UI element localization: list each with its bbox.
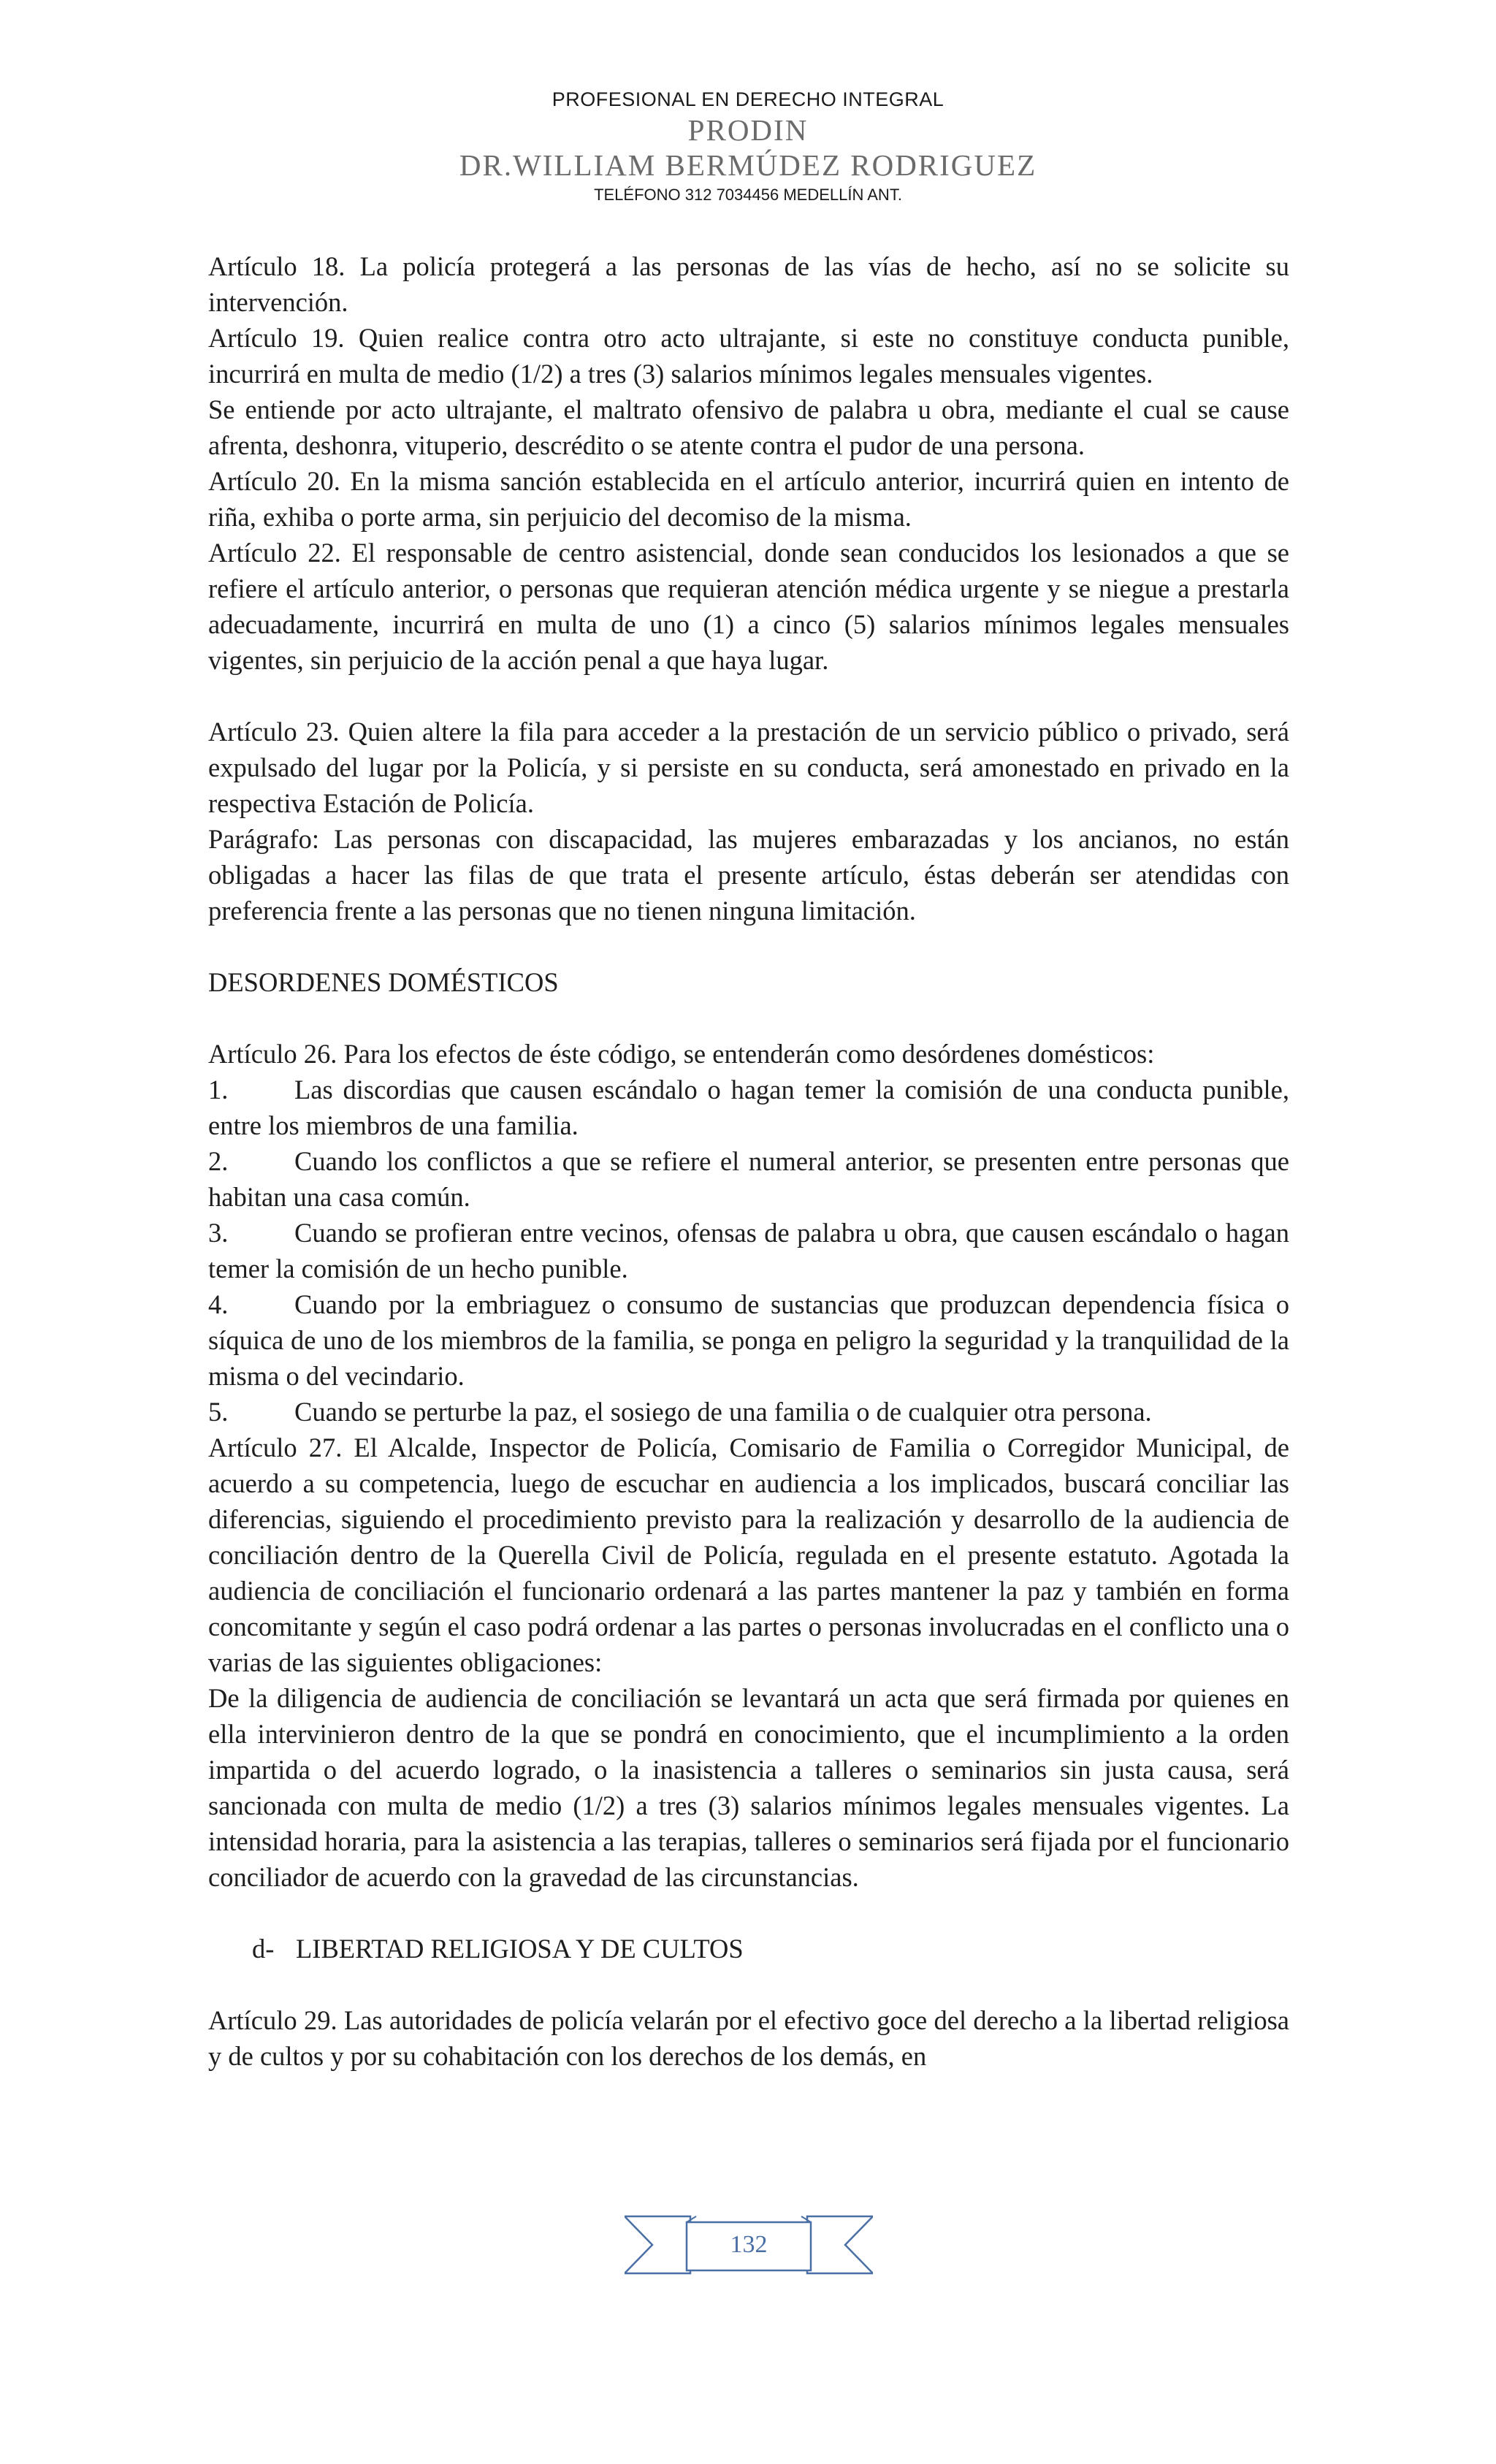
letterhead-name: DR.WILLIAM BERMÚDEZ RODRIGUEZ	[459, 148, 1037, 182]
paragraph-gap	[208, 1000, 1289, 1036]
list-item-text: Cuando se perturbe la paz, el sosiego de una familia o de cualquier otra persona.	[294, 1397, 1152, 1427]
list-item-text: Cuando los conflictos a que se refiere el numeral anterior, se presenten entre personas que habitan una casa común.	[208, 1146, 1289, 1212]
letterhead	[0, 86, 1496, 207]
article-29: Artículo 29. Las autoridades de policía velarán por el efectivo goce del derecho a la libertad religiosa y de cultos y por su cohabitación con los derechos de los demás, en	[208, 2005, 1289, 2071]
list-item	[208, 1215, 1289, 1286]
article-19-definition: Se entiende por acto ultrajante, el maltrato ofensivo de palabra u obra, mediante el cual se cause afrenta, deshonra, vituperio, descrédito o se atente contra el pudor de una persona.	[208, 394, 1289, 460]
letterhead-acronym: PRODIN	[687, 113, 809, 147]
paragraph-gap	[208, 1967, 1289, 2002]
list-item	[208, 1072, 1289, 1143]
list-item-text: Cuando se profieran entre vecinos, ofensas de palabra u obra, que causen escándalo o hagan temer la comisión de un hecho punible.	[208, 1218, 1289, 1284]
section-heading-domestic: DESORDENES DOMÉSTICOS	[208, 967, 559, 997]
article-27: Artículo 27. El Alcalde, Inspector de Policía, Comisario de Familia o Corregidor Municipal, de acuerdo a su competencia, luego de escuchar en audiencia a los implicados, buscará conciliar las diferencias, siguiendo el procedimiento previsto para la realización y desarrollo de la audiencia de conciliación dentro de la Querella Civil de Policía, regulada en el presente estatuto. Agotada la audiencia de conciliación el funcionario ordenará a las partes mantener la paz y también en forma concomitante y según el caso podrá ordenar a las partes o personas involucradas en el conflicto una o varias de las siguientes obligaciones:	[208, 1433, 1289, 1677]
paragraph-gap	[208, 928, 1289, 964]
article-23-paragraph: Parágrafo: Las personas con discapacidad, las mujeres embarazadas y los ancianos, no están obligadas a hacer las filas de que trata el presente artículo, éstas deberán ser atendidas con preferencia frente a las personas que no tienen ninguna limitación.	[208, 824, 1289, 926]
list-item-number: 1.	[208, 1075, 229, 1105]
list-item-text: Las discordias que causen escándalo o hagan temer la comisión de una conducta punible, entre los miembros de una familia.	[208, 1075, 1289, 1140]
page-footer	[0, 2212, 1496, 2278]
list-item	[208, 1394, 1289, 1430]
section-heading-text: LIBERTAD RELIGIOSA Y DE CULTOS	[296, 1934, 744, 1964]
paragraph-gap	[208, 1895, 1289, 1931]
section-heading-religion	[208, 1931, 1289, 1967]
article-26: Artículo 26. Para los efectos de éste código, se entenderán como desórdenes domésticos:	[208, 1039, 1155, 1069]
letterhead-firm: PROFESIONAL EN DERECHO INTEGRAL	[552, 88, 944, 110]
list-item	[208, 1143, 1289, 1215]
article-27-record: De la diligencia de audiencia de conciliación se levantará un acta que será firmada por quienes en ella intervinieron dentro de la que se pondrá en conocimiento, que el incumplimiento a la orden impartida o del acuerdo logrado, o la inasistencia a talleres o seminarios sin justa causa, será sancionada con multa de medio (1/2) a tres (3) salarios mínimos legales mensuales vigentes. La intensidad horaria, para la asistencia a las terapias, talleres o seminarios será fijada por el funcionario conciliador de acuerdo con la gravedad de las circunstancias.	[208, 1683, 1289, 1892]
section-letter: d-	[252, 1934, 275, 1964]
list-item-number: 4.	[208, 1289, 229, 1319]
list-item-number: 3.	[208, 1218, 229, 1248]
article-22: Artículo 22. El responsable de centro asistencial, donde sean conducidos los lesionados a que se refiere el artículo anterior, o personas que requieran atención médica urgente y se niegue a prestarla adecuadamente, incurrirá en multa de uno (1) a cinco (5) salarios mínimos legales mensuales vigentes, sin perjuicio de la acción penal a que haya lugar.	[208, 538, 1289, 675]
list-item-text: Cuando por la embriaguez o consumo de sustancias que produzcan dependencia física o síquica de uno de los miembros de la familia, se ponga en peligro la seguridad y la tranquilidad de la misma o del vecindario.	[208, 1289, 1289, 1391]
article-18: Artículo 18. La policía protegerá a las personas de las vías de hecho, así no se solicite su intervención.	[208, 251, 1289, 317]
article-23: Artículo 23. Quien altere la fila para acceder a la prestación de un servicio público o privado, será expulsado del lugar por la Policía, y si persiste en su conducta, será amonestado en privado en la respectiva Estación de Policía.	[208, 717, 1289, 818]
page-number: 132	[730, 2231, 768, 2258]
list-item-number: 2.	[208, 1146, 229, 1176]
document-body	[208, 248, 1289, 2074]
article-19: Artículo 19. Quien realice contra otro acto ultrajante, si este no constituye conducta punible, incurrirá en multa de medio (1/2) a tres (3) salarios mínimos legales mensuales vigentes.	[208, 323, 1289, 389]
paragraph-gap	[208, 678, 1289, 714]
list-item-number: 5.	[208, 1397, 229, 1427]
article-20: Artículo 20. En la misma sanción establecida en el artículo anterior, incurrirá quien en intento de riña, exhiba o porte arma, sin perjuicio del decomiso de la misma.	[208, 466, 1289, 532]
letterhead-phone: TELÉFONO 312 7034456 MEDELLÍN ANT.	[594, 186, 902, 204]
list-item	[208, 1286, 1289, 1394]
